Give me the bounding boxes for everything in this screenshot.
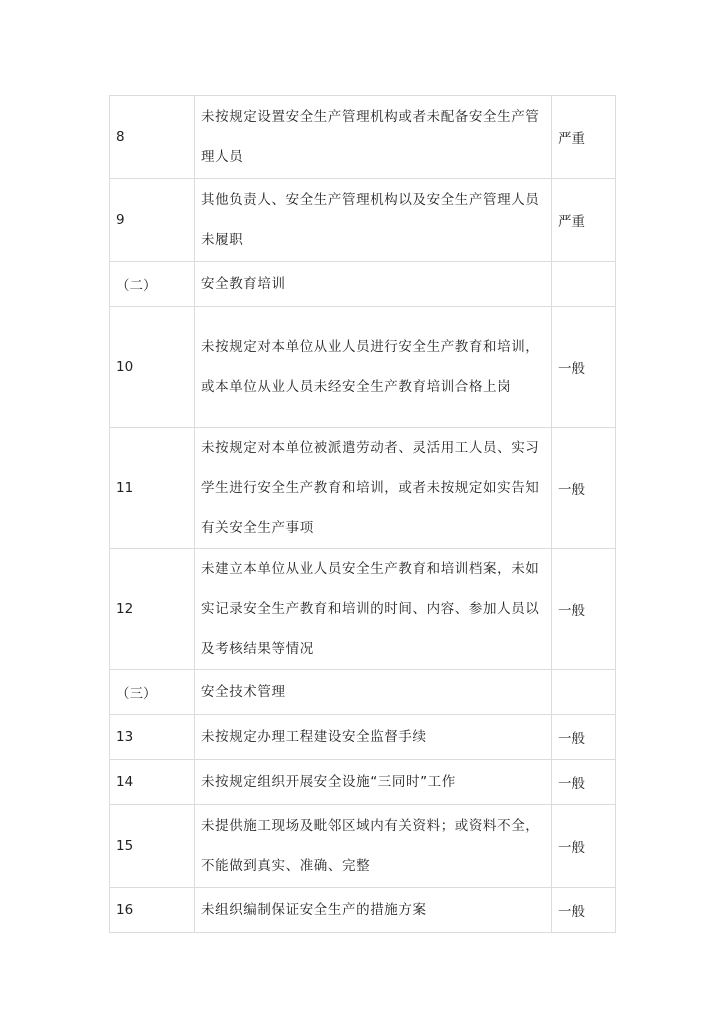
severity-level: 一般 bbox=[552, 549, 616, 670]
severity-level: 严重 bbox=[552, 96, 616, 179]
item-number: 13 bbox=[110, 715, 195, 760]
table-row bbox=[110, 760, 616, 805]
table-row bbox=[110, 549, 616, 670]
item-number: 8 bbox=[110, 96, 195, 179]
table-row bbox=[110, 888, 616, 933]
item-description: 未按规定对本单位从业人员进行安全生产教育和培训，或本单位从业人员未经安全生产教育培训合格上岗 bbox=[195, 307, 552, 428]
severity-level: 一般 bbox=[552, 805, 616, 888]
table-row bbox=[110, 805, 616, 888]
severity-level: 一般 bbox=[552, 760, 616, 805]
severity-level bbox=[552, 670, 616, 715]
severity-level: 一般 bbox=[552, 888, 616, 933]
item-description: 未建立本单位从业人员安全生产教育和培训档案，未如实记录安全生产教育和培训的时间、内容、参加人员以及考核结果等情况 bbox=[195, 549, 552, 670]
table-row bbox=[110, 715, 616, 760]
item-number: 10 bbox=[110, 307, 195, 428]
section-title: 安全技术管理 bbox=[195, 670, 552, 715]
item-number: 9 bbox=[110, 179, 195, 262]
table-row bbox=[110, 428, 616, 549]
item-description: 未按规定设置安全生产管理机构或者未配备安全生产管理人员 bbox=[195, 96, 552, 179]
table-row bbox=[110, 96, 616, 179]
item-number: 14 bbox=[110, 760, 195, 805]
section-header-row bbox=[110, 670, 616, 715]
severity-level: 一般 bbox=[552, 307, 616, 428]
item-description: 未按规定组织开展安全设施“三同时”工作 bbox=[195, 760, 552, 805]
severity-level: 一般 bbox=[552, 428, 616, 549]
item-description: 未提供施工现场及毗邻区域内有关资料；或资料不全，不能做到真实、准确、完整 bbox=[195, 805, 552, 888]
severity-level: 严重 bbox=[552, 179, 616, 262]
item-number: 12 bbox=[110, 549, 195, 670]
item-description: 未按规定对本单位被派遣劳动者、灵活用工人员、实习学生进行安全生产教育和培训，或者未按规定如实告知有关安全生产事项 bbox=[195, 428, 552, 549]
item-number: 15 bbox=[110, 805, 195, 888]
hazard-table bbox=[109, 95, 616, 933]
section-title: 安全教育培训 bbox=[195, 262, 552, 307]
section-number: （三） bbox=[110, 670, 195, 715]
item-number: 16 bbox=[110, 888, 195, 933]
section-header-row bbox=[110, 262, 616, 307]
table-row bbox=[110, 307, 616, 428]
item-description: 未按规定办理工程建设安全监督手续 bbox=[195, 715, 552, 760]
item-description: 其他负责人、安全生产管理机构以及安全生产管理人员未履职 bbox=[195, 179, 552, 262]
section-number: （二） bbox=[110, 262, 195, 307]
item-description: 未组织编制保证安全生产的措施方案 bbox=[195, 888, 552, 933]
item-number: 11 bbox=[110, 428, 195, 549]
table-row bbox=[110, 179, 616, 262]
severity-level bbox=[552, 262, 616, 307]
severity-level: 一般 bbox=[552, 715, 616, 760]
